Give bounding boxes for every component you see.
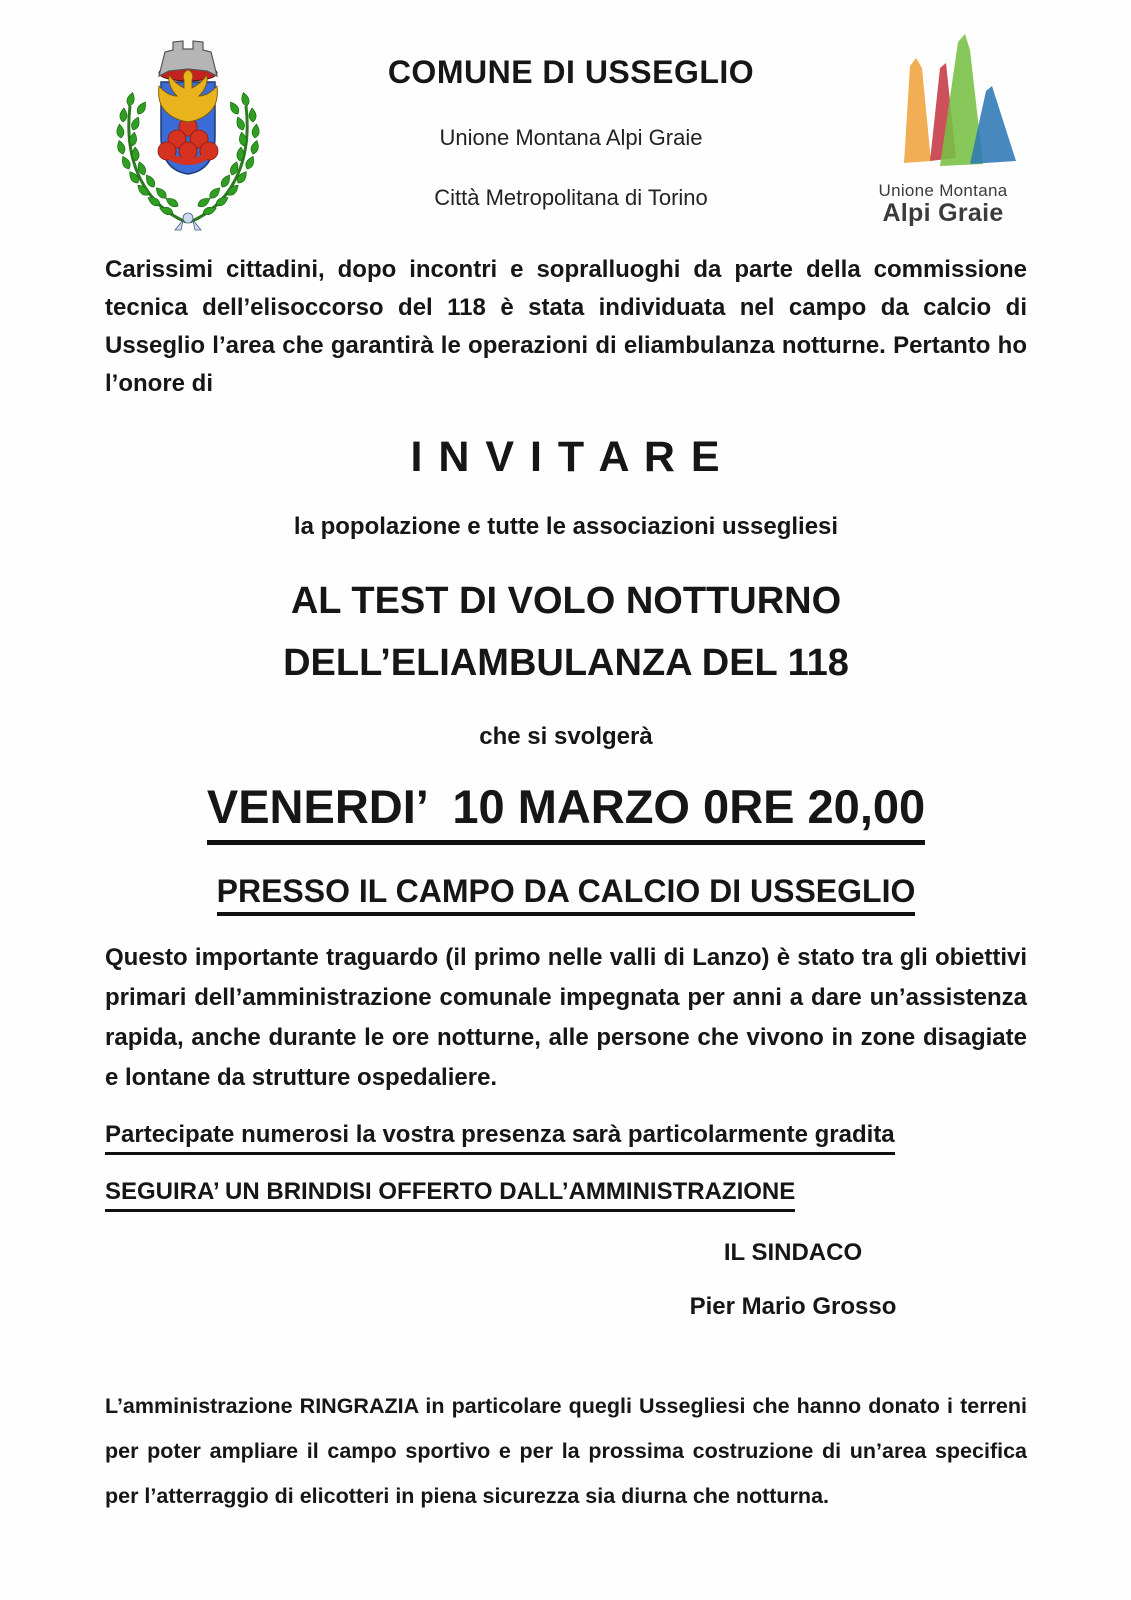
event-location-line: PRESSO IL CAMPO DA CALCIO DI USSEGLIO: [217, 871, 916, 916]
event-title-line2: DELL’ELIAMBULANZA DEL 118: [283, 642, 849, 684]
logo-text-line1: Unione Montana: [878, 181, 1008, 200]
wreath-ribbon: [175, 213, 201, 230]
logo-text-line2: Alpi Graie: [882, 199, 1004, 227]
event-date-line: VENERDI’ 10 MARZO 0RE 20,00: [207, 779, 925, 845]
mountain-orange: [904, 58, 931, 163]
header-subtitle-2: Città Metropolitana di Torino: [434, 185, 708, 210]
alpi-graie-logo: [867, 30, 1019, 228]
toast-line: SEGUIRA’ UN BRINDISI OFFERTO DALL’AMMINISTRAZIONE: [105, 1177, 795, 1212]
signature-role: IL SINDACO: [723, 1239, 863, 1266]
event-title-line1: AL TEST DI VOLO NOTTURNO: [290, 580, 842, 622]
event-location-row: [105, 871, 1027, 916]
description-paragraph: Questo importante traguardo (il primo nelle valli di Lanzo) è stato tra gli obiettivi primari dell’amministrazione comunale impegnata per anni a dare un’assistenza rapida, anche durante le ore notturne, alle persone che vivono in zone disagiate e lontane da strutture ospedaliere.: [105, 944, 1027, 1091]
page-title: COMUNE DI USSEGLIO: [387, 54, 755, 90]
participate-line: Partecipate numerosi la vostra presenza sarà particolarmente gradita: [105, 1120, 895, 1155]
header-subtitle-1: Unione Montana Alpi Graie: [439, 125, 703, 150]
when-intro-line: che si svolgerà: [479, 723, 653, 750]
participate-row: [105, 1120, 1027, 1155]
intro-paragraph: Carissimi cittadini, dopo incontri e sopralluoghi da parte della commissione tecnica dell’elisoccorso del 118 è stata individuata nel campo da calcio di Usseglio l’area che garantirà le operazioni di eliambulanza notturne. Pertanto ho l’onore di: [105, 256, 1027, 397]
document-body: [0, 251, 1131, 1519]
coat-of-arms: [103, 30, 275, 239]
header: [0, 0, 1131, 239]
coat-of-arms-image: [103, 30, 273, 234]
invite-target-line: la popolazione e tutte le associazioni ussegliesi: [293, 513, 839, 540]
footnote-paragraph: L’amministrazione RINGRAZIA in particolare quegli Ussegliesi che hanno donato i terreni per poter ampliare il campo sportivo e per la prossima costruzione di un’area specifica per l’atterraggio di elicotteri in piena sicurezza sia diurna che notturna.: [105, 1394, 1027, 1508]
header-titles: [275, 30, 867, 211]
toast-row: [105, 1177, 1027, 1212]
signature-name: Pier Mario Grosso: [689, 1293, 897, 1320]
mountains-icon: [868, 34, 1018, 172]
signature-block: [563, 1238, 1023, 1322]
event-date-row: [105, 779, 1027, 845]
invite-heading: I N V I T A R E: [410, 433, 722, 481]
